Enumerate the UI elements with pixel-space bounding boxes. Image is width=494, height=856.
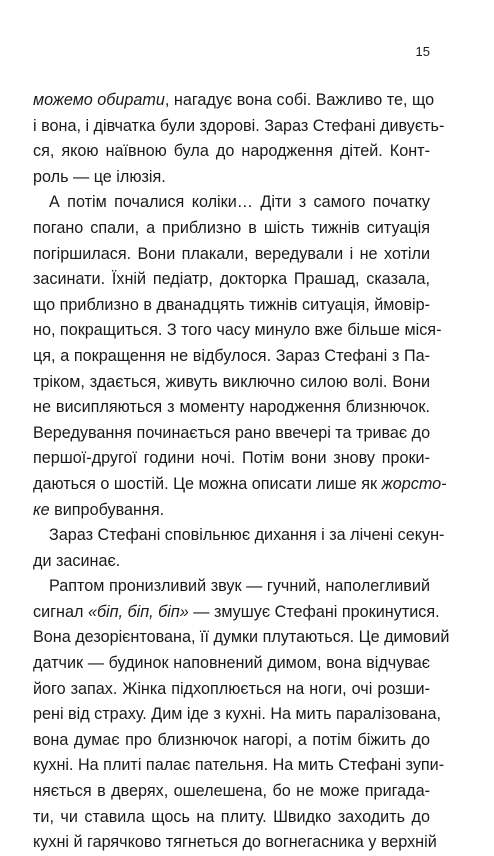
text-segment: даються о шостій. Це можна описати лише як — [33, 474, 382, 493]
text-line: його запах. Жінка підхоплюється на ноги, очі розши- — [33, 679, 430, 698]
body-text — [33, 88, 450, 856]
text-line: Вона дезорієнтована, її думки плутаються. Це димовий — [33, 628, 450, 647]
text-line: датчик — будинок наповнений димом, вона відчуває — [33, 654, 430, 673]
text-line: но, покращиться. З того часу минуло вже більше міся- — [33, 321, 442, 340]
text-line — [33, 472, 447, 498]
italic-phrase: можемо обирати — [33, 91, 165, 109]
text-line: погіршилася. Вони плакали, вередували і не хотіли — [33, 244, 430, 263]
text-line: тріком, здається, живуть виключно силою волі. Вони — [33, 372, 430, 391]
text-line: рені від страху. Дим іде з кухні. На мить паралізована, — [33, 705, 441, 724]
text-line — [33, 88, 435, 114]
text-line: що приблизно в дванадцять тижнів ситуація, ймовір- — [33, 295, 431, 314]
text-line: і вона, і дівчатка були здорові. Зараз Стефані дивуєть- — [33, 116, 445, 135]
text-line: вона думає про близнючок нагорі, а потім біжить до — [33, 730, 430, 749]
italic-phrase: жорсто- — [381, 474, 447, 493]
text-segment: — змушує Стефані прокинутися. — [188, 602, 440, 621]
text-line: роль — це ілюзія. — [33, 167, 166, 186]
text-line — [33, 600, 440, 626]
text-line — [33, 498, 430, 524]
text-line: ди засинає. — [33, 551, 121, 570]
text-line: засинати. Їхній педіатр, докторка Прашад, сказала, — [33, 270, 430, 289]
text-line: погано спали, а приблизно в шість тижнів ситуація — [33, 218, 430, 237]
text-line: Зараз Стефані сповільнює дихання і за лічені секун- — [49, 526, 445, 545]
text-line: А потім почалися коліки… Діти з самого початку — [49, 193, 430, 212]
text-line: першої-другої години ночі. Потім вони знову проки- — [33, 449, 430, 468]
text-line: не висипляються з моменту народження близнючок. — [33, 398, 430, 417]
text-segment: випробування. — [49, 500, 165, 519]
italic-phrase: «біп, біп, біп» — [87, 602, 189, 621]
text-line: няється в дверях, ошелешена, бо не може пригада- — [33, 782, 430, 801]
text-segment: , нагадує вона собі. Важливо те, що — [164, 91, 435, 109]
page-number: 15 — [415, 44, 430, 59]
text-line: ти, чи ставила щось на плиту. Швидко заходить до — [33, 807, 430, 826]
text-line: кухні. На плиті палає пательня. На мить Стефані зупи- — [33, 756, 445, 775]
italic-phrase: ке — [33, 500, 50, 519]
text-line: Вередування починається рано ввечері та триває до — [33, 423, 431, 442]
text-line: ця, а покращення не відбулося. Зараз Стефані з Па- — [33, 346, 430, 365]
text-line: Раптом пронизливий звук — гучний, наполегливий — [49, 577, 430, 596]
text-line: ся, якою наївною була до народження дітей. Конт- — [33, 142, 430, 161]
text-segment: сигнал — [33, 602, 88, 621]
text-line: кухні й гарячково тягнеться до вогнегасника у верхній — [33, 833, 437, 852]
